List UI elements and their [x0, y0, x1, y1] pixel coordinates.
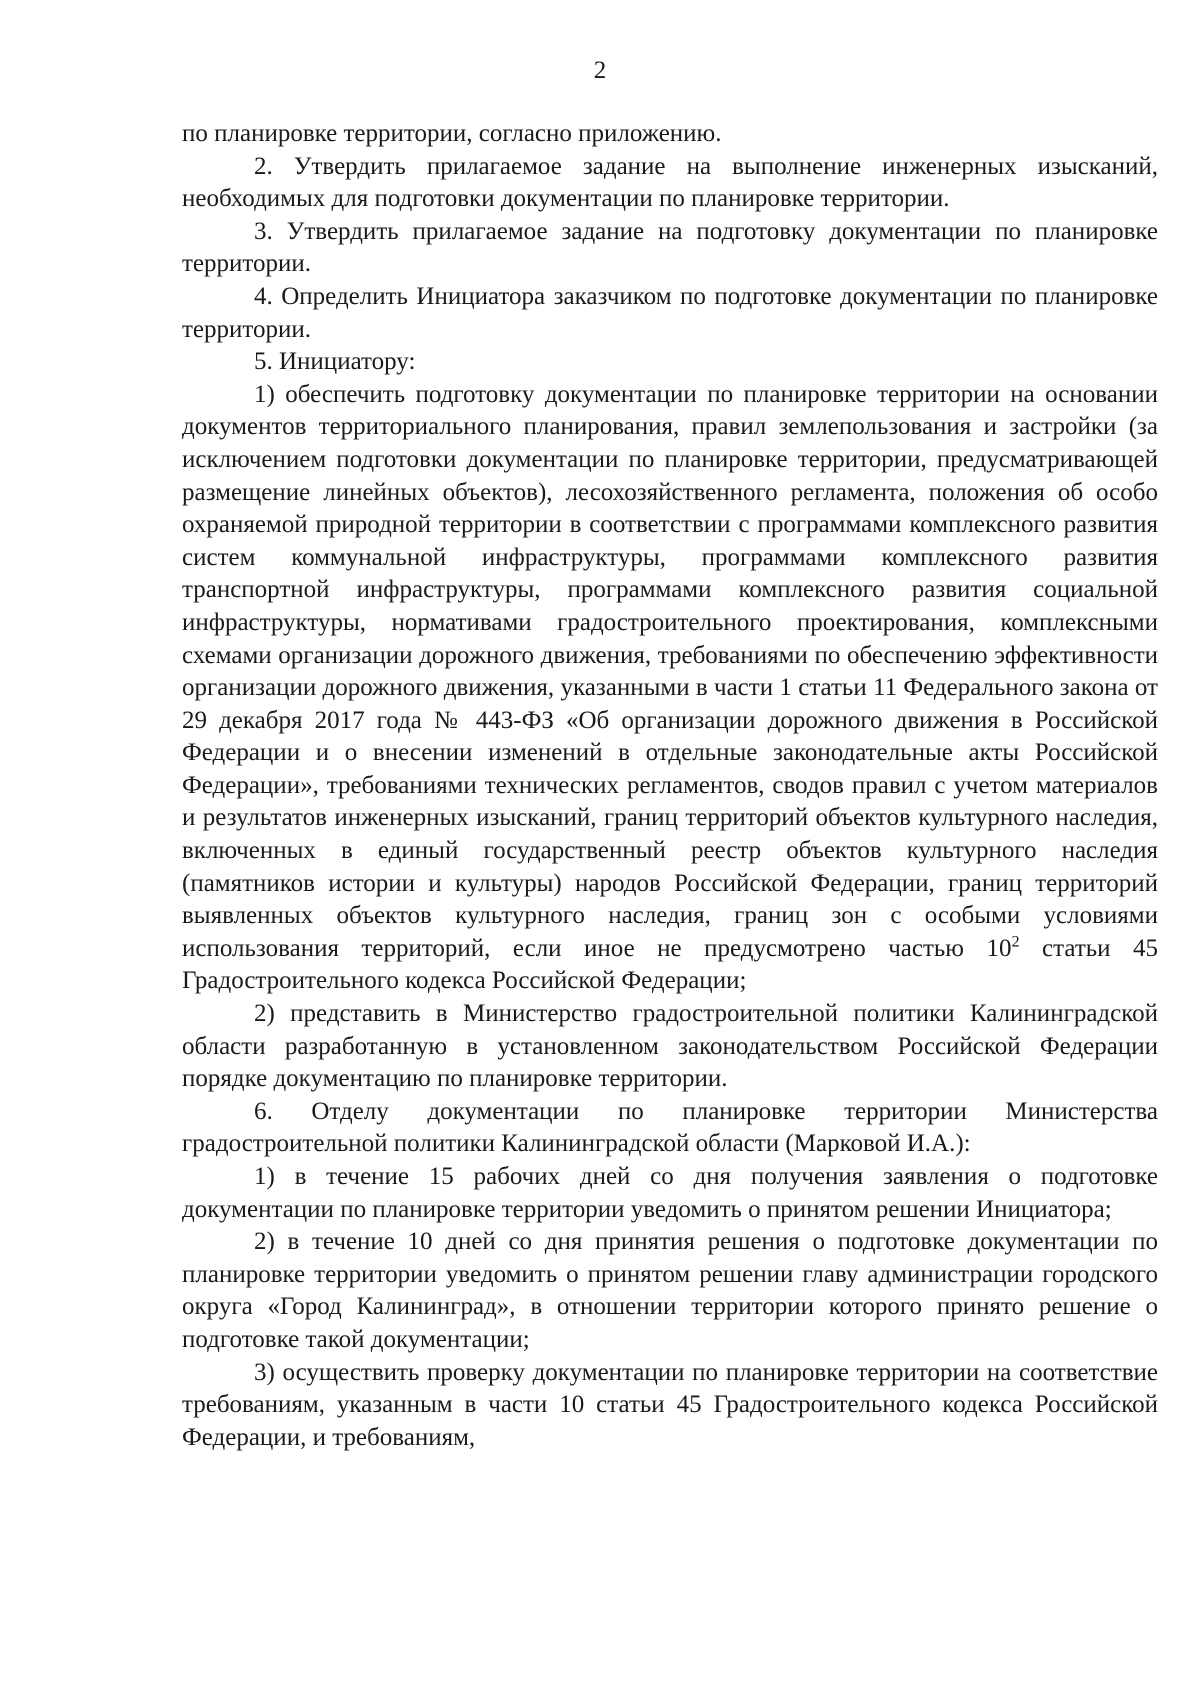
paragraph-continuation: по планировке территории, согласно приложению.: [182, 120, 722, 147]
paragraph-item-5-2: 2) представить в Министерство градостроительной политики Калининградской области разработанную в установленном законодательством Российской Федерации порядке документацию по планировке территории.: [182, 1000, 1158, 1093]
paragraph-item-4: 4. Определить Инициатора заказчиком по подготовке документации по планировке территории.: [182, 282, 1158, 343]
paragraph-item-2: 2. Утвердить прилагаемое задание на выполнение инженерных изысканий, необходимых для подготовки документации по планировке территории.: [182, 152, 1158, 213]
document-body: [182, 118, 1158, 1454]
page-number: 2: [593, 57, 607, 84]
paragraph-item-6-2: 2) в течение 10 дней со дня принятия решения о подготовке документации по планировке территории уведомить о принятом решении главу администрации городского округа «Город Калининград», в отношении территории которого принято решение о подготовке такой документации;: [182, 1228, 1158, 1353]
paragraph-item-5-1-text: 1) обеспечить подготовку документации по планировке территории на основании документов территориального планирования, правил землепользования и застройки (за исключением подготовки документации по планировке территории, предусматривающей размещение линейных объектов), лесохозяйственного регламента, положения об особо охраняемой природной территории в соответствии с программами комплексного развития систем коммунальной инфраструктуры, программами комплексного развития транспортной инфраструктуры, программами комплексного развития социальной инфраструктуры, нормативами градостроительного проектирования, комплексными схемами организации дорожного движения, требованиями по обеспечению эффективности организации дорожного движения, указанными в части 1 статьи 11 Федерального закона от 29 декабря 2017 года № 443-ФЗ «Об организации дорожного движения в Российской Федерации и о внесении изменений в отдельные законодательные акты Российской Федерации», требованиями технических регламентов, сводов правил с учетом материалов и результатов инженерных изысканий, границ территорий объектов культурного наследия, включенных в единый государственный реестр объектов культурного наследия (памятников истории и культуры) народов Российской Федерации, границ территорий выявленных объектов культурного наследия, границ зон с особыми условиями использования территорий, если иное не предусмотрено частью 10: [182, 380, 1158, 962]
paragraph-item-5: 5. Инициатору:: [254, 348, 416, 376]
paragraph-item-3: 3. Утвердить прилагаемое задание на подготовку документации по планировке территории.: [182, 217, 1158, 278]
superscript-2: 2: [1011, 932, 1020, 951]
paragraph-item-5-1: [182, 379, 1158, 998]
paragraph-item-6-1: 1) в течение 15 рабочих дней со дня получения заявления о подготовке документации по планировке территории уведомить о принятом решении Инициатора;: [182, 1163, 1158, 1223]
paragraph-item-6: 6. Отделу документации по планировке территории Министерства градостроительной политики Калининградской области (Марковой И.А.):: [182, 1097, 1158, 1158]
paragraph-item-6-3: 3) осуществить проверку документации по планировке территории на соответствие требованиям, указанным в части 10 статьи 45 Градостроительного кодекса Российской Федерации, и требованиям,: [182, 1358, 1158, 1451]
paragraph-item-5-1-tail: статьи 45 Градостроительного кодекса Российской Федерации;: [182, 934, 1158, 995]
